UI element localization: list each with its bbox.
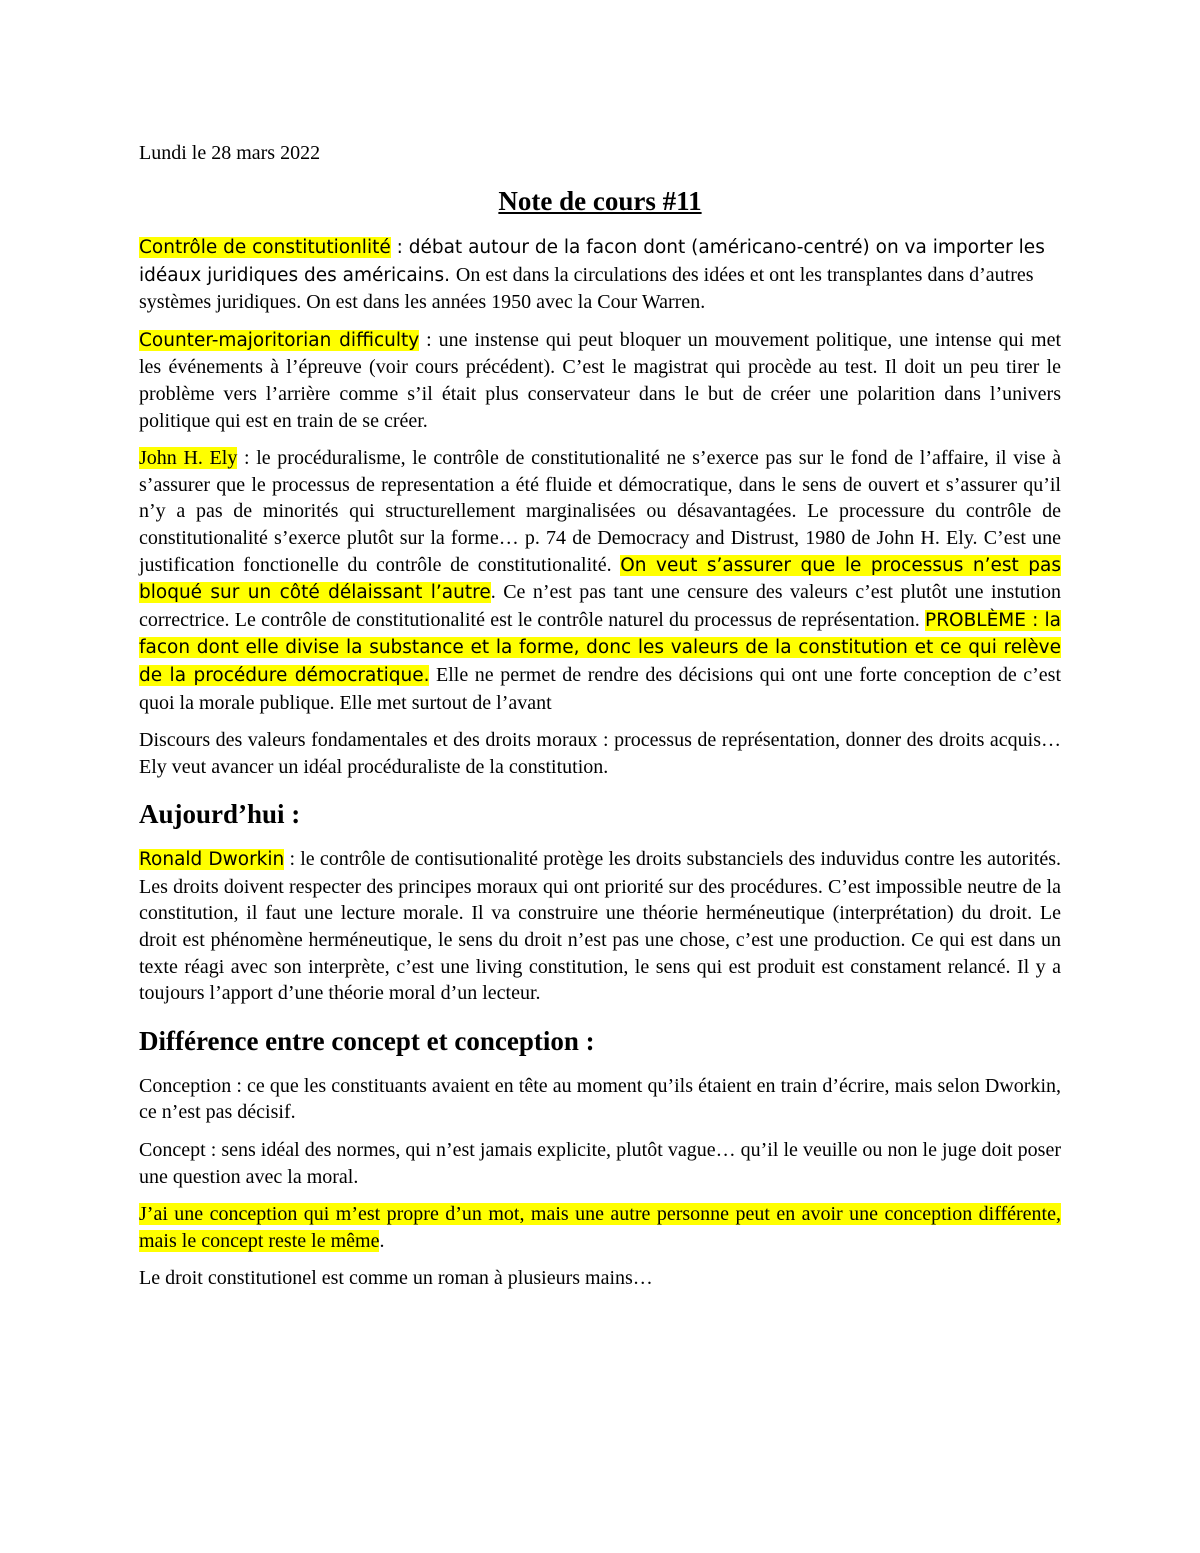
paragraph-text: . Ce n’est pas tant une censure des valeurs c’est plutôt une instution correctrice. Le contrôle de constitutionalité est le contrôle naturel du processus de représentation. [139, 581, 1061, 631]
paragraph-text: . [379, 1229, 385, 1252]
document-date: Lundi le 28 mars 2022 [139, 142, 321, 164]
paragraph-concept: Concept : sens idéal des normes, qui n’est jamais explicite, plutôt vague… qu’il le veuille ou non le juge doit poser une question avec la moral. [139, 1139, 1061, 1188]
paragraph-text: : une instense qui peut bloquer un mouvement politique, une intense qui met les événements à l’épreuve (voir cours précédent). C’est le magistrat qui procède au test. Il doit un peu tirer le problème vers l’arrière comme s’il était plus conservateur dans le but de créer une polarition dans l’univers politique qui est en train de se créer. [139, 328, 1062, 432]
document-title: Note de cours #11 [498, 186, 702, 216]
document-page [139, 140, 1061, 1303]
paragraph-discours: Discours des valeurs fondamentales et des droits moraux : processus de représentation, donner des droits acquis… Ely veut avancer un idéal procéduraliste de la constitution. [139, 729, 1061, 778]
paragraph-dworkin [139, 846, 1061, 1007]
paragraph-text: : le contrôle de contisutionalité protège les droits substanciels des induvidus contre les autorités. Les droits doivent respecter des principes moraux qui ont priorité sur des procédures. C’est impossible neutre de la constitution, il faut une lecture morale. Il va construire une théorie herméneutique (interprétation) du droit. Le droit est phénomène herméneutique, le sens du droit n’est pas une chose, c’est une production. Ce qui est dans un texte réagi avec son interprète, c’est une living constitution, le sens qui est produit est constament relancé. Il y a toujours l’apport d’une théorie moral d’un lecteur. [139, 848, 1061, 1005]
paragraph-counter-majoritorian [139, 327, 1061, 434]
highlight-text: On veut s’assurer que le processus n’est pas bloqué sur un côté délaissant l’autre [139, 554, 1062, 604]
paragraph-controle [139, 234, 1061, 316]
highlight-term: Counter-majoritorian difficulty [139, 329, 420, 351]
paragraph-roman: Le droit constitutionel est comme un roman à plusieurs mains… [139, 1267, 653, 1290]
paragraph-conception: Conception : ce que les constituants avaient en tête au moment qu’ils étaient en train d’écrire, mais selon Dworkin, ce n’est pas décisif. [139, 1074, 1061, 1124]
heading-aujourdhui: Aujourd’hui : [139, 799, 301, 830]
paragraph-conception-propre [139, 1201, 1061, 1254]
heading-difference: Différence entre concept et conception : [139, 1025, 595, 1056]
highlight-text: PROBLÈME : la facon dont elle divise la substance et la forme, donc les valeurs de la constitution et ce qui relève de la procédure démocratique. [139, 609, 1061, 686]
paragraph-text: : le procéduralisme, le contrôle de constitutionalité ne s’exerce pas sur le fond de l’affaire, il vise à s’assurer que le processus de representation a été fluide et démocratique, dans le sens de ouvert et s’assurer qu’il n’y a pas de minorités qui structurellement marginalisées ou désavantagées. Le processure du contrôle de constitutionalité s’exerce plutôt sur la forme… p. 74 de Democracy and Distrust, 1980 de John H. Ely. C’est une justification fonctionelle du contrôle de constitutionalité. [139, 447, 1061, 576]
paragraph-ely [139, 445, 1061, 716]
highlight-text: J’ai une conception qui m’est propre d’un mot, mais une autre personne peut en avoir une conception différente, mais le concept reste le même [139, 1203, 1061, 1252]
highlight-term: John H. Ely [139, 447, 238, 470]
paragraph-text: : débat autour de la facon dont (américano-centré) on va importer les idéaux juridiques des américains. [139, 237, 1045, 286]
paragraph-text: On est dans la circulations des idées et ont les transplantes dans d’autres systèmes juridiques. On est dans les années 1950 avec la Cour Warren. [139, 263, 1034, 314]
paragraph-text: Elle ne permet de rendre des décisions qui ont une forte conception de c’est quoi la morale publique. Elle met surtout de l’avant [139, 663, 1062, 714]
highlight-term: Ronald Dworkin [139, 849, 285, 871]
highlight-term: Contrôle de constitutionlité [139, 237, 391, 258]
